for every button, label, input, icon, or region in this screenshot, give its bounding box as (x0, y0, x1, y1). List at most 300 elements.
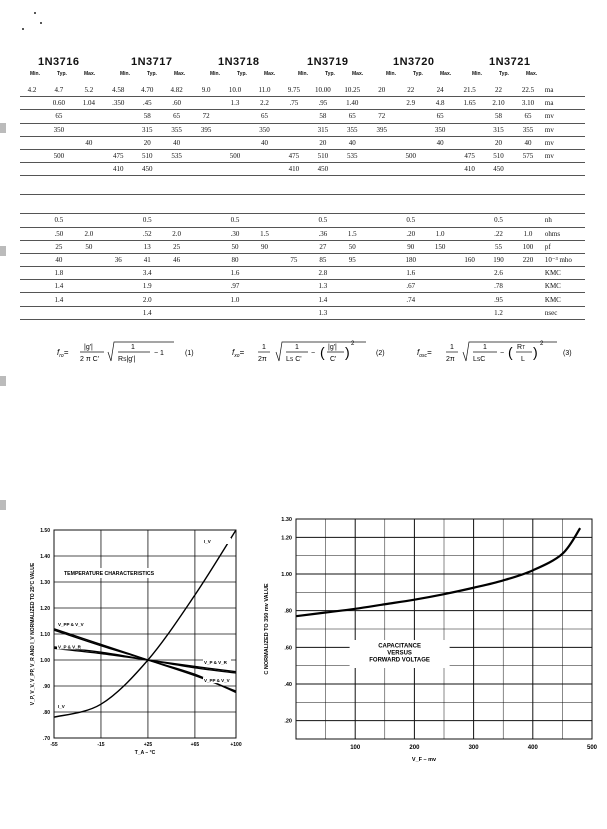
speck (40, 22, 42, 24)
temperature-chart (0, 510, 240, 780)
x-axis-label: T_A – °C (134, 750, 156, 756)
y-tick-label: .70 (43, 736, 50, 742)
svg-text:): ) (533, 344, 538, 360)
spec-cell: 4.7 (44, 84, 74, 97)
spec-cell (192, 240, 221, 253)
unit-cell: nh (543, 214, 585, 227)
y-tick-label: 1.50 (40, 528, 50, 534)
spec-cell (279, 136, 308, 149)
spec-row (20, 149, 585, 162)
spec-cell (104, 195, 133, 214)
spec-row (20, 84, 585, 97)
spec-cell: 410 (104, 163, 133, 176)
spec-cell: 10.0 (221, 84, 250, 97)
spec-cell (425, 195, 455, 214)
spec-cell (250, 149, 280, 162)
y-axis-label: V_P, V_V, V_PP, V_R AND I_V NORMALIZED TO 25°C VALUE (30, 562, 36, 706)
spec-row (20, 195, 585, 214)
spec-cell (308, 195, 337, 214)
spec-cell: 2.0 (133, 293, 162, 306)
spec-cell: .36 (308, 227, 337, 240)
spec-cell (337, 306, 367, 319)
spec-cell: 90 (396, 240, 425, 253)
svg-text:(: ( (320, 344, 325, 360)
spec-cell: 180 (396, 253, 425, 266)
spec-cell (396, 195, 425, 214)
y-tick-label: 1.20 (281, 535, 292, 542)
unit-cell: nsec (543, 306, 585, 319)
spec-cell: 0.5 (396, 214, 425, 227)
subheader-label: Typ. (147, 71, 157, 77)
spec-cell: 50 (337, 240, 367, 253)
spec-cell (104, 136, 133, 149)
spec-cell (250, 163, 280, 176)
spec-cell (192, 176, 221, 195)
subheader-label: Min. (472, 71, 482, 77)
spec-cell: 65 (44, 110, 74, 123)
spec-cell (367, 306, 396, 319)
spec-cell (337, 214, 367, 227)
spec-cell (513, 195, 543, 214)
spec-cell: .95 (484, 293, 513, 306)
spec-cell: 1.4 (44, 280, 74, 293)
svg-text:): ) (345, 344, 350, 360)
svg-text:− 1: − 1 (154, 350, 164, 357)
curve-label: V_PP & V_V (58, 622, 84, 628)
device-header: 1N3719 (307, 56, 349, 68)
spec-cell (455, 240, 484, 253)
formula-1-lhs: $f_{ro}=$ (57, 348, 69, 359)
curve-label: I_V (204, 539, 211, 544)
device-header: 1N3717 (131, 56, 173, 68)
svg-text:|g'|: |g'| (328, 344, 337, 351)
spec-cell (20, 227, 44, 240)
spec-cell: 27 (308, 240, 337, 253)
spec-cell: 55 (484, 240, 513, 253)
unit-cell: KMC (543, 293, 585, 306)
formula-1-number: (1) (185, 350, 194, 357)
spec-cell (250, 214, 280, 227)
spec-cell (279, 267, 308, 280)
speck (34, 12, 36, 14)
spec-cell: 25 (44, 240, 74, 253)
spec-row (20, 163, 585, 176)
unit-cell: mv (543, 123, 585, 136)
svg-text:RS|g'|: RS|g'| (118, 356, 136, 363)
x-tick-label: 100 (350, 745, 361, 751)
spec-cell: 450 (484, 163, 513, 176)
spec-row (20, 293, 585, 306)
spec-cell: 1.3 (221, 97, 250, 110)
spec-cell (337, 293, 367, 306)
x-axis-label: V_F – mv (411, 757, 437, 763)
spec-cell: 40 (250, 136, 280, 149)
svg-text:1: 1 (450, 344, 454, 351)
formula-3-lhs: $f_{osc}=$ (417, 348, 432, 359)
spec-cell (74, 253, 104, 266)
spec-cell (44, 195, 74, 214)
spec-cell: 65 (162, 110, 192, 123)
spec-cell (250, 280, 280, 293)
spec-cell (455, 306, 484, 319)
unit-cell (543, 176, 585, 195)
spec-cell (221, 163, 250, 176)
x-tick-label: 500 (586, 745, 598, 751)
x-tick-label: 400 (527, 745, 538, 751)
spec-cell: 58 (484, 110, 513, 123)
spec-cell (250, 293, 280, 306)
spec-cell: 0.60 (44, 97, 74, 110)
spec-cell: 355 (513, 123, 543, 136)
spec-cell: 0.5 (308, 214, 337, 227)
subheader-label: Typ. (57, 71, 67, 77)
spec-cell: 24 (425, 84, 455, 97)
y-tick-label: 1.10 (40, 632, 50, 638)
spec-cell (74, 149, 104, 162)
spec-cell (20, 267, 44, 280)
svg-text:2π: 2π (258, 356, 267, 363)
spec-cell: 95 (337, 253, 367, 266)
spec-cell: 20 (484, 136, 513, 149)
spec-row (20, 240, 585, 253)
spec-cell (337, 280, 367, 293)
spec-cell: .50 (44, 227, 74, 240)
spec-cell (279, 227, 308, 240)
subheader-label: Max. (352, 71, 364, 77)
subheader-label: Max. (526, 71, 538, 77)
spec-cell: 1.0 (513, 227, 543, 240)
spec-cell (44, 163, 74, 176)
spec-cell: 0.5 (44, 214, 74, 227)
spec-cell: 1.6 (396, 267, 425, 280)
svg-text:2π: 2π (446, 356, 455, 363)
x-tick-label: +25 (143, 742, 153, 748)
spec-cell: 1.8 (44, 267, 74, 280)
spec-cell: 1.6 (221, 267, 250, 280)
svg-text:RT: RT (517, 344, 526, 351)
spec-cell (192, 267, 221, 280)
svg-text:2 π C': 2 π C' (80, 356, 100, 363)
spec-cell (20, 240, 44, 253)
spec-cell: 20 (367, 84, 396, 97)
spec-cell (44, 306, 74, 319)
spec-cell: 0.5 (484, 214, 513, 227)
spec-cell (367, 163, 396, 176)
spec-cell (74, 214, 104, 227)
spec-cell (396, 110, 425, 123)
spec-cell (133, 195, 162, 214)
y-tick-label: .80 (43, 710, 50, 716)
spec-cell (20, 176, 44, 195)
spec-cell: 50 (221, 240, 250, 253)
spec-cell: .75 (279, 97, 308, 110)
spec-cell: 90 (250, 240, 280, 253)
spec-cell (104, 293, 133, 306)
spec-cell: 36 (104, 253, 133, 266)
unit-cell: mv (543, 136, 585, 149)
formula-3-number: (3) (563, 350, 572, 357)
spec-cell: 0.5 (221, 214, 250, 227)
spec-cell: 4.2 (20, 84, 44, 97)
spec-cell (250, 195, 280, 214)
spec-cell (425, 267, 455, 280)
spec-cell: 500 (44, 149, 74, 162)
subheader-label: Max. (440, 71, 452, 77)
spec-cell (20, 253, 44, 266)
spec-cell (250, 176, 280, 195)
spec-cell: 2.9 (396, 97, 425, 110)
spec-row (20, 214, 585, 227)
spec-cell (367, 280, 396, 293)
spec-cell: 22 (396, 84, 425, 97)
formula-2-number: (2) (376, 350, 385, 357)
spec-cell: 510 (133, 149, 162, 162)
spec-cell (104, 306, 133, 319)
unit-cell: ohms (543, 227, 585, 240)
spec-cell (455, 176, 484, 195)
subheader-label: Typ. (325, 71, 335, 77)
spec-cell (192, 214, 221, 227)
spec-cell (396, 306, 425, 319)
spec-cell: 315 (308, 123, 337, 136)
y-tick-label: 1.20 (40, 606, 50, 612)
subheader-label: Typ. (499, 71, 509, 77)
svg-text:1: 1 (131, 344, 135, 351)
subheader-label: Min. (120, 71, 130, 77)
device-header: 1N3718 (218, 56, 260, 68)
spec-cell (133, 176, 162, 195)
spec-cell: 475 (455, 149, 484, 162)
spec-cell (513, 267, 543, 280)
x-tick-label: +100 (230, 742, 242, 748)
spec-cell (192, 306, 221, 319)
capacitance-chart (246, 505, 606, 775)
y-tick-label: .20 (284, 718, 292, 725)
spec-cell (396, 176, 425, 195)
svg-text:1: 1 (295, 344, 299, 351)
spec-cell (250, 306, 280, 319)
spec-cell (162, 163, 192, 176)
subheader-label: Min. (210, 71, 220, 77)
spec-cell (74, 267, 104, 280)
spec-cell (74, 280, 104, 293)
spec-cell: 1.5 (337, 227, 367, 240)
scan-mark (0, 246, 6, 256)
spec-cell: 395 (192, 123, 221, 136)
unit-cell: ma (543, 84, 585, 97)
spec-row (20, 280, 585, 293)
spec-cell: .30 (221, 227, 250, 240)
spec-cell: 4.58 (104, 84, 133, 97)
x-tick-label: -15 (97, 742, 105, 748)
spec-cell (425, 253, 455, 266)
spec-cell (425, 149, 455, 162)
spec-cell (367, 149, 396, 162)
spec-cell: .74 (396, 293, 425, 306)
subheader-label: Max. (264, 71, 276, 77)
chart-title: TEMPERATURE CHARACTERISTICS (64, 571, 155, 577)
spec-cell: 65 (337, 110, 367, 123)
spec-cell (425, 306, 455, 319)
spec-cell (250, 267, 280, 280)
spec-cell (396, 163, 425, 176)
spec-cell: 3.4 (133, 267, 162, 280)
spec-cell: 9.75 (279, 84, 308, 97)
unit-cell: KMC (543, 280, 585, 293)
spec-cell (104, 123, 133, 136)
spec-cell (104, 110, 133, 123)
spec-cell: 40 (74, 136, 104, 149)
spec-cell: 20 (308, 136, 337, 149)
spec-cell: 3.10 (513, 97, 543, 110)
spec-cell (337, 267, 367, 280)
x-tick-label: 200 (409, 745, 420, 751)
curve-label: I_V (58, 704, 65, 710)
spec-cell (104, 214, 133, 227)
curve-label: V_P & V_R (204, 659, 227, 665)
svg-text:LS C': LS C' (286, 356, 302, 363)
svg-text:2: 2 (540, 341, 544, 347)
spec-cell (74, 123, 104, 136)
spec-cell (367, 227, 396, 240)
y-tick-label: .40 (284, 682, 292, 688)
y-tick-label: 1.00 (281, 572, 292, 578)
spec-cell (20, 123, 44, 136)
spec-cell: 41 (133, 253, 162, 266)
svg-text:−: − (311, 350, 316, 357)
spec-cell (425, 176, 455, 195)
speck (22, 28, 24, 30)
spec-cell: .97 (221, 280, 250, 293)
spec-cell (279, 240, 308, 253)
spec-cell (20, 149, 44, 162)
spec-cell (221, 136, 250, 149)
spec-cell: 4.70 (133, 84, 162, 97)
spec-cell: .22 (484, 227, 513, 240)
spec-cell: 10.25 (337, 84, 367, 97)
spec-cell: 410 (279, 163, 308, 176)
spec-cell (367, 267, 396, 280)
spec-row (20, 123, 585, 136)
formula-strip (0, 330, 607, 380)
spec-cell: .52 (133, 227, 162, 240)
spec-cell: 2.6 (484, 267, 513, 280)
spec-cell (74, 195, 104, 214)
spec-cell: 65 (425, 110, 455, 123)
spec-cell (367, 293, 396, 306)
spec-cell: 100 (513, 240, 543, 253)
spec-cell (192, 163, 221, 176)
spec-cell: 1.9 (133, 280, 162, 293)
spec-cell (104, 176, 133, 195)
spec-table (20, 84, 585, 320)
spec-cell: 510 (308, 149, 337, 162)
spec-cell (367, 214, 396, 227)
spec-cell (308, 176, 337, 195)
spec-cell: 40 (513, 136, 543, 149)
spec-cell: 500 (221, 149, 250, 162)
spec-cell: 21.5 (455, 84, 484, 97)
spec-cell (192, 195, 221, 214)
spec-row (20, 110, 585, 123)
spec-cell: 4.8 (425, 97, 455, 110)
spec-cell: 72 (192, 110, 221, 123)
y-tick-label: .80 (284, 608, 292, 615)
spec-cell: 80 (221, 253, 250, 266)
spec-cell (367, 195, 396, 214)
spec-cell (20, 163, 44, 176)
x-tick-label: 300 (468, 745, 479, 751)
spec-cell (192, 227, 221, 240)
spec-cell (162, 293, 192, 306)
spec-cell: 1.40 (337, 97, 367, 110)
spec-cell: 2.10 (484, 97, 513, 110)
spec-cell (192, 149, 221, 162)
spec-cell (74, 163, 104, 176)
svg-text:C': C' (330, 356, 337, 363)
spec-cell (20, 214, 44, 227)
spec-cell (162, 267, 192, 280)
spec-cell (74, 293, 104, 306)
spec-cell (425, 293, 455, 306)
unit-cell (543, 163, 585, 176)
unit-cell: KMC (543, 267, 585, 280)
spec-cell (221, 176, 250, 195)
spec-cell (221, 195, 250, 214)
spec-cell (192, 253, 221, 266)
spec-cell (44, 136, 74, 149)
spec-cell (513, 176, 543, 195)
y-tick-label: .60 (284, 645, 292, 652)
spec-cell (104, 240, 133, 253)
spec-cell: 395 (367, 123, 396, 136)
spec-cell: 220 (513, 253, 543, 266)
spec-cell (425, 163, 455, 176)
spec-cell: 1.2 (484, 306, 513, 319)
spec-cell (192, 280, 221, 293)
spec-cell: 2.2 (250, 97, 280, 110)
spec-cell: 1.04 (74, 97, 104, 110)
spec-cell: 40 (425, 136, 455, 149)
spec-cell: 535 (337, 149, 367, 162)
spec-cell: 1.3 (308, 306, 337, 319)
svg-text:LSC: LSC (473, 356, 486, 363)
y-tick-label: 1.30 (281, 517, 292, 523)
y-tick-label: 1.30 (40, 580, 50, 586)
spec-cell (162, 280, 192, 293)
spec-cell (221, 306, 250, 319)
spec-cell (396, 123, 425, 136)
x-tick-label: -55 (50, 742, 58, 748)
spec-cell (20, 195, 44, 214)
spec-cell (20, 306, 44, 319)
spec-cell (367, 253, 396, 266)
spec-cell: 4.82 (162, 84, 192, 97)
unit-cell (543, 195, 585, 214)
spec-cell: 575 (513, 149, 543, 162)
spec-cell (367, 176, 396, 195)
spec-row (20, 136, 585, 149)
unit-cell: ma (543, 97, 585, 110)
curve-label: V_P & V_R (58, 644, 81, 650)
spec-cell: 450 (133, 163, 162, 176)
device-header: 1N3720 (393, 56, 435, 68)
svg-text:1: 1 (262, 344, 266, 351)
svg-text:(: ( (508, 344, 513, 360)
spec-cell: 1.3 (308, 280, 337, 293)
spec-cell: .78 (484, 280, 513, 293)
subheader-label: Min. (386, 71, 396, 77)
